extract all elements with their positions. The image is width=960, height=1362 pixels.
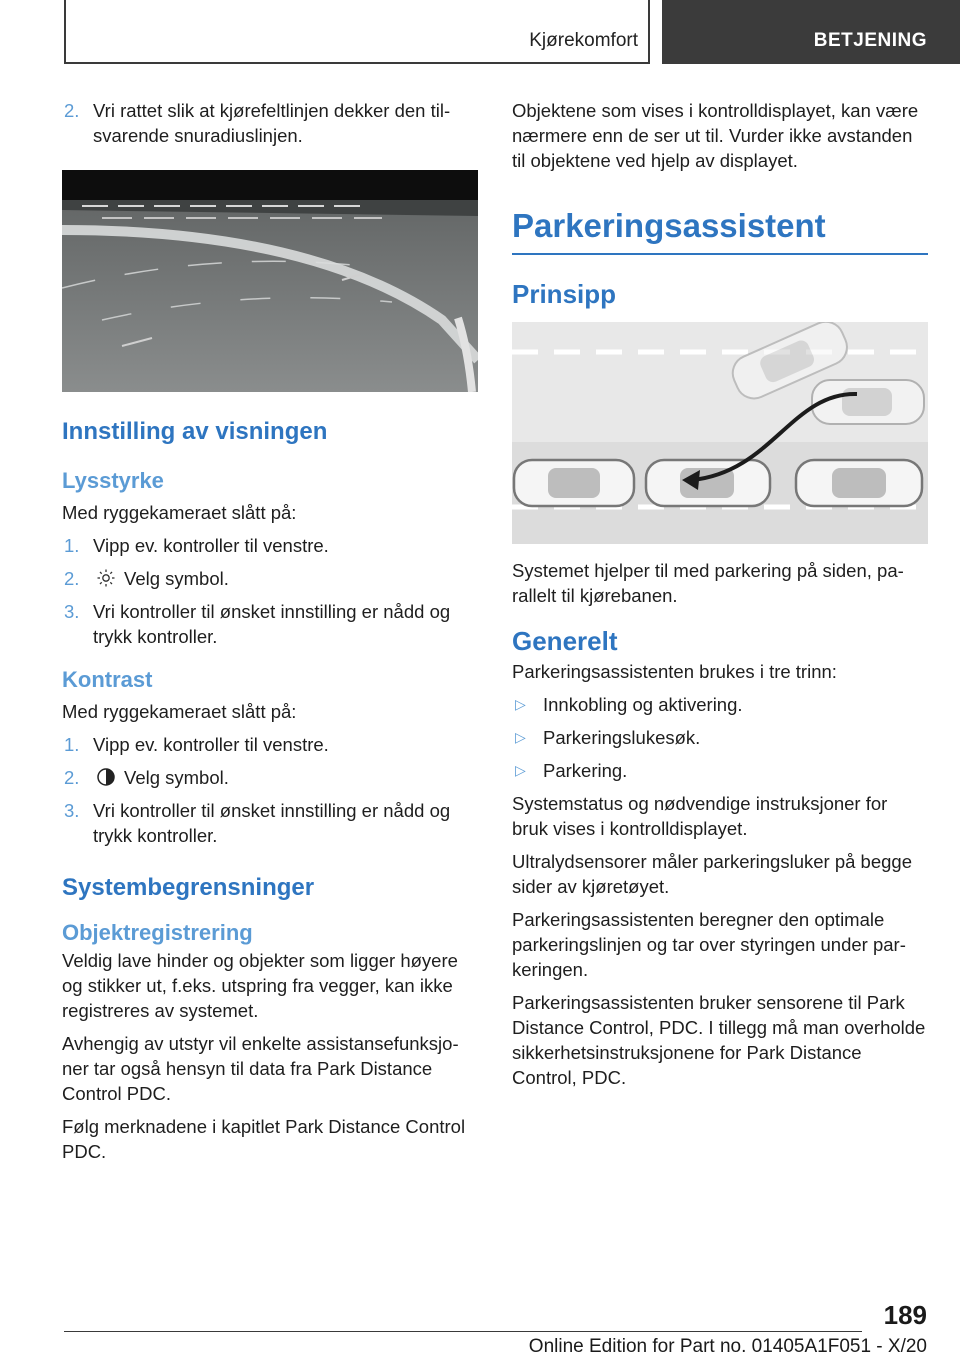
bullet-triangle-icon: ▷ xyxy=(515,729,526,745)
paragraph: Veldig lave hinder og objekter som ligger høyere og stikker ut, f.eks. utspring fra vegger, kan ikke registreres av systemet. xyxy=(62,950,458,1021)
heading-parking-assistant: Parkeringsassistent xyxy=(512,207,928,255)
list-item: ▷ Parkeringslukesøk. xyxy=(515,727,701,748)
footer-divider xyxy=(64,1331,862,1332)
contrast-icon xyxy=(96,767,116,787)
footer-edition: Online Edition for Part no. 01405A1F051 - X/20 xyxy=(528,1336,927,1357)
list-item: ▷ Innkobling og aktivering. xyxy=(515,694,743,715)
heading-contrast: Kontrast xyxy=(62,667,153,692)
brightness-steps xyxy=(62,533,478,649)
brightness-intro: Med ryggekameraet slått på: xyxy=(62,502,297,523)
bullet-triangle-icon: ▷ xyxy=(515,762,526,778)
heading-principle: Prinsipp xyxy=(512,279,617,309)
header-section-title: Kjørekomfort xyxy=(529,30,638,51)
camera-warning-text: Objektene som vises i kontrolldisplayet, kan være nærmere enn de ser ut til. Vurder ikke avstanden til objektene ved hjelp av displayet. xyxy=(512,100,919,171)
list-item: 1. Vipp ev. kontroller til venstre. xyxy=(64,535,329,556)
rear-camera-view-image xyxy=(62,170,478,392)
paragraph: Avhengig av utstyr vil enkelte assistansefunksjoner tar også hensyn til data fra Park Distance Control PDC. xyxy=(62,1033,459,1104)
paragraph: Parkeringsassistenten bruker sensorene til Park Distance Control, PDC. I tillegg må man overholde sikkerhetsinstruksjonene for Park Distance Control, PDC. xyxy=(512,992,926,1088)
list-item: 2. Vri rattet slik at kjørefeltlinjen dekker den tilsvarende snuradiuslinjen. xyxy=(64,100,451,146)
paragraph: Parkeringsassistenten beregner den optimale parkeringslinjen og tar over styringen under parkeringen. xyxy=(512,909,906,980)
heading-general: Generelt xyxy=(512,626,618,656)
stage-list xyxy=(512,692,928,783)
list-item: 1. Vipp ev. kontroller til venstre. xyxy=(64,734,329,755)
paragraph: Følg merknadene i kapitlet Park Distance Control PDC. xyxy=(62,1116,466,1162)
header-chapter-label: BETJENING xyxy=(813,30,927,51)
parallel-parking-diagram xyxy=(512,322,928,544)
brightness-icon xyxy=(96,568,116,588)
heading-system-limits: Systembegrensninger xyxy=(62,874,315,901)
list-item: ▷ Parkering. xyxy=(515,760,628,781)
contrast-steps xyxy=(62,732,478,848)
list-item: 3. Vri kontroller til ønsket innstilling er nådd og trykk kontroller. xyxy=(64,800,451,846)
general-intro: Parkeringsassistenten brukes i tre trinn: xyxy=(512,661,837,682)
heading-object-detection: Objektregistrering xyxy=(62,920,253,945)
list-item: 2. Velg symbol. xyxy=(64,767,229,788)
heading-view-settings: Innstilling av visningen xyxy=(62,418,328,445)
header-chapter-tab xyxy=(662,0,960,64)
contrast-intro: Med ryggekameraet slått på: xyxy=(62,701,297,722)
page-number: 189 xyxy=(883,1300,927,1330)
paragraph: Ultralydsensorer måler parkeringsluker på begge sider av kjøretøyet. xyxy=(512,851,912,897)
turn-steering-step xyxy=(62,98,478,148)
right-column xyxy=(512,98,928,1098)
bullet-triangle-icon: ▷ xyxy=(515,696,526,712)
paragraph: Systemstatus og nødvendige instruksjoner for bruk vises i kontrolldisplayet. xyxy=(512,793,888,839)
list-item: 3. Vri kontroller til ønsket innstilling er nådd og trykk kontroller. xyxy=(64,601,451,647)
left-column xyxy=(62,98,478,1172)
list-item: 2. Velg symbol. xyxy=(64,568,229,589)
heading-brightness: Lysstyrke xyxy=(62,468,164,493)
figure-caption: Systemet hjelper til med parkering på siden, parallelt til kjørebanen. xyxy=(512,560,904,606)
